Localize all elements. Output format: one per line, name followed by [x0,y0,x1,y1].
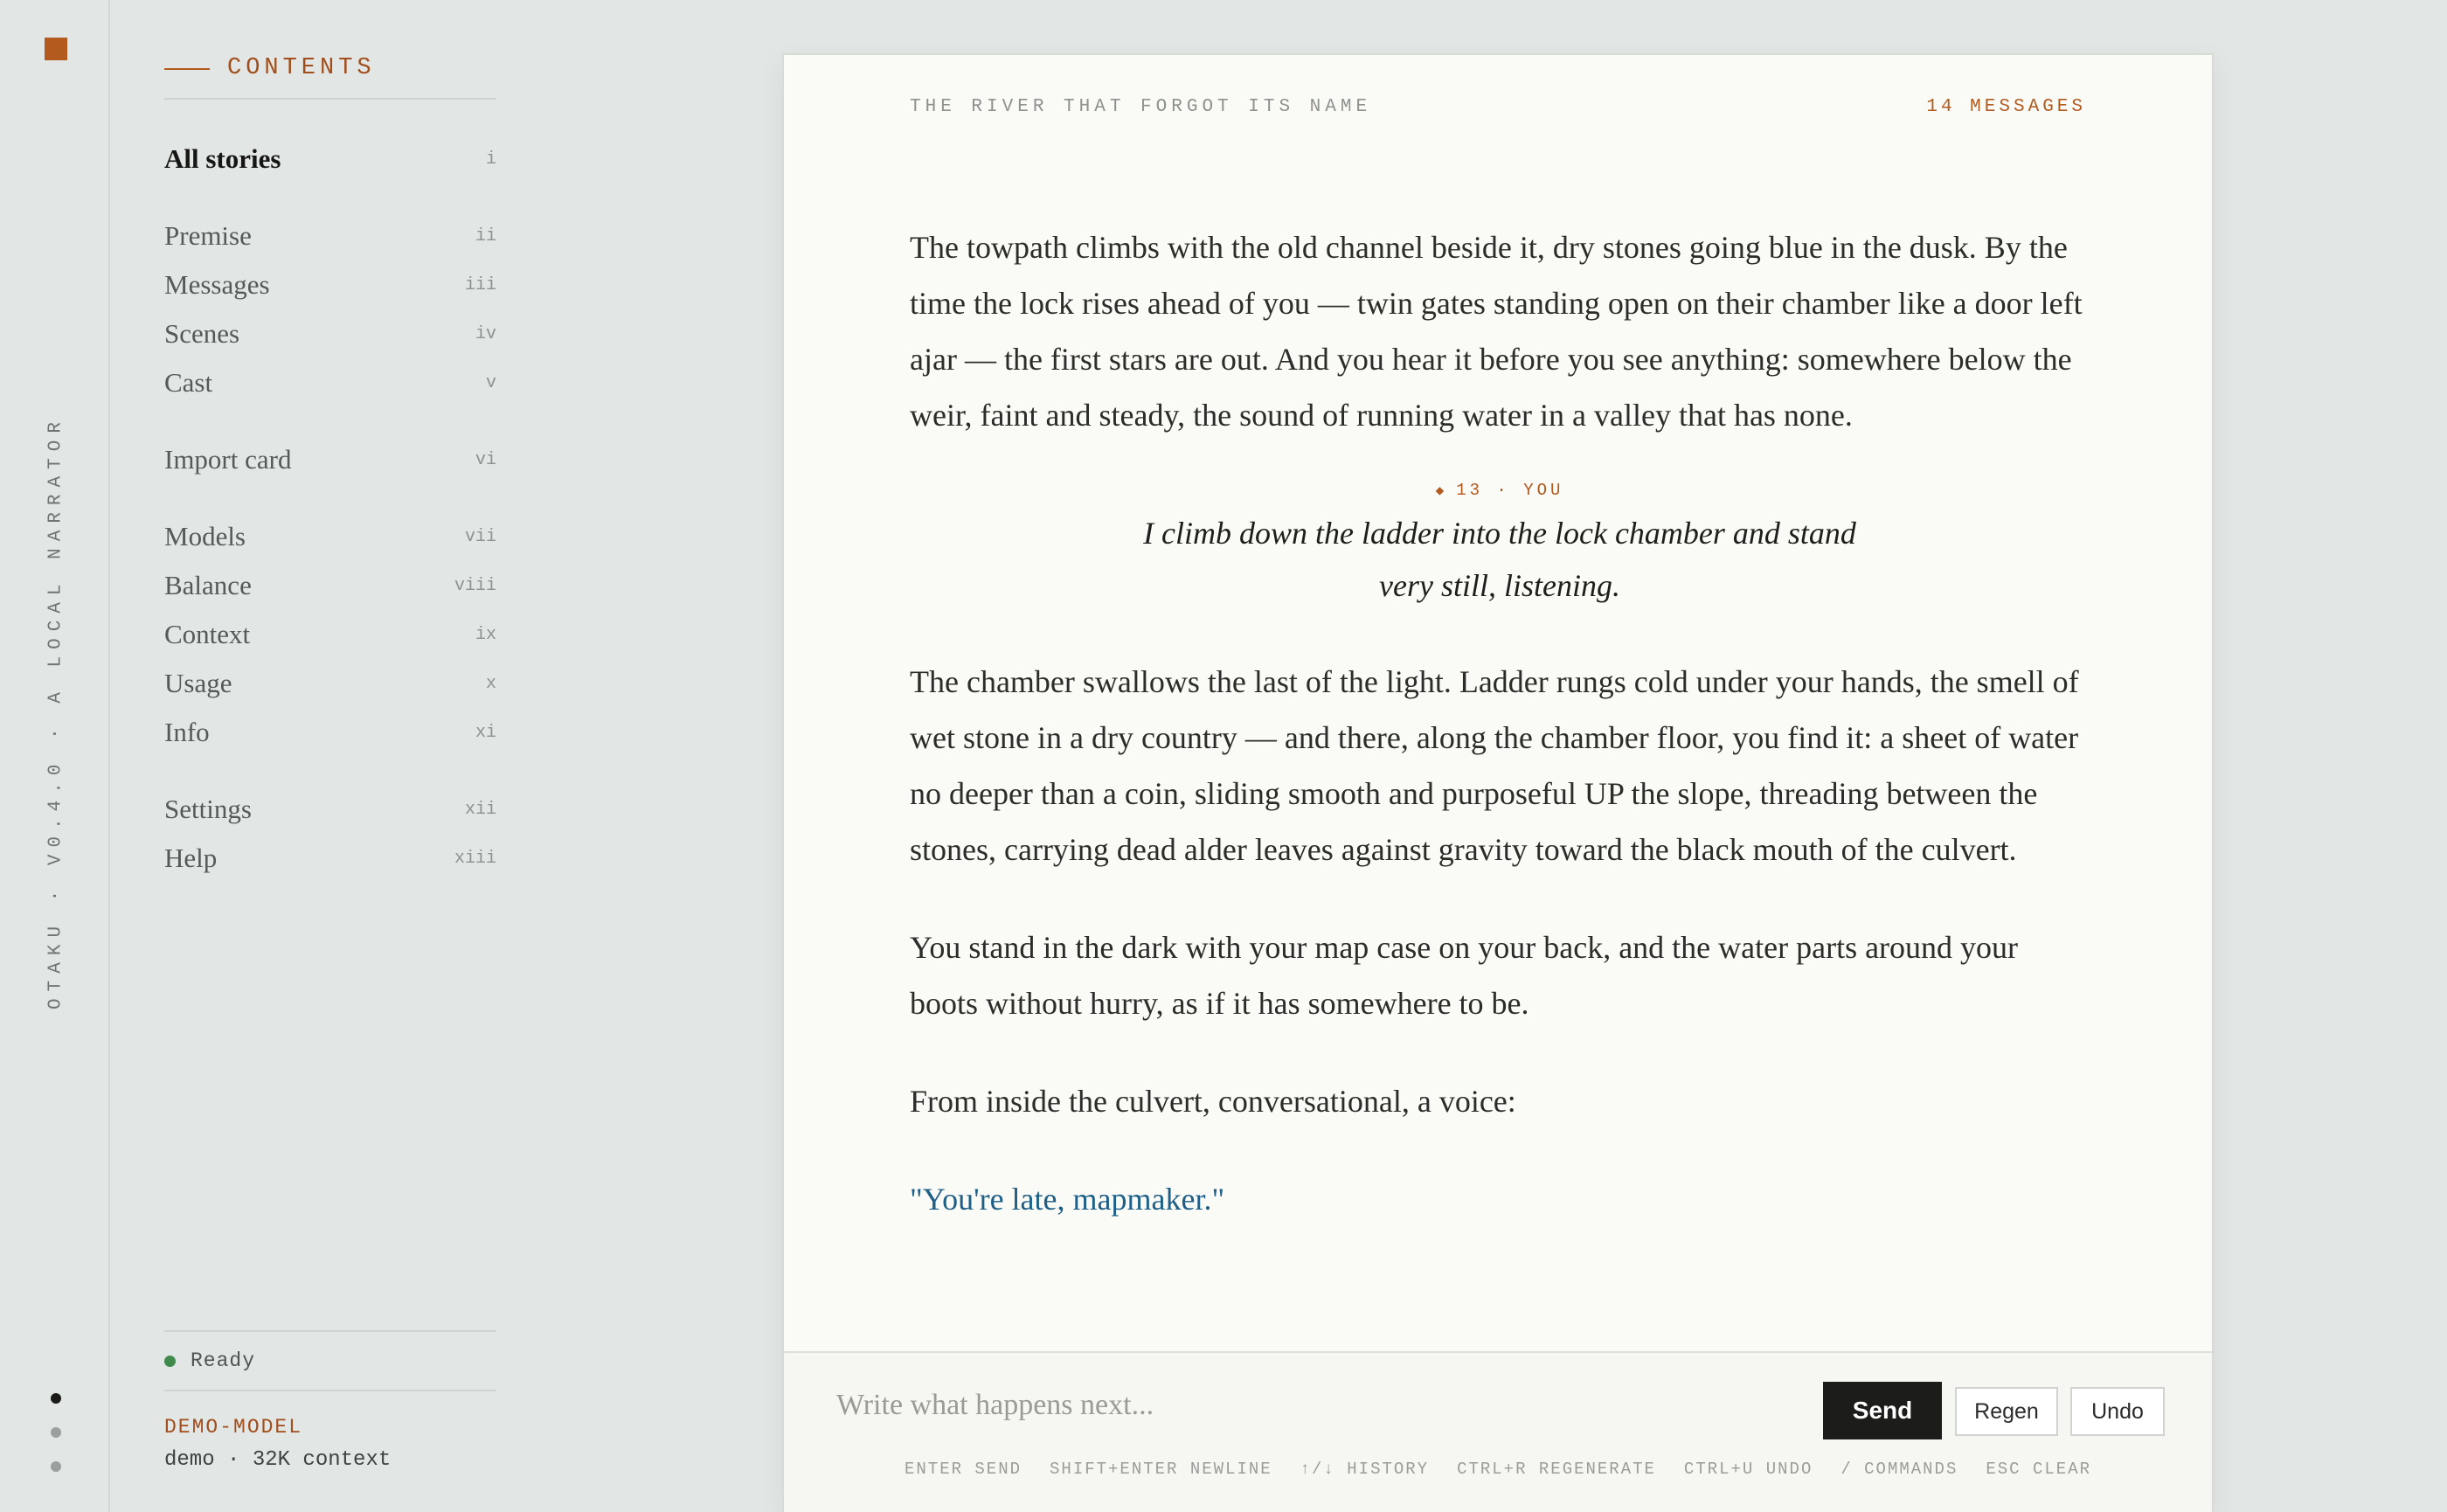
user-message [910,478,2090,612]
hint-commands: / COMMANDS [1840,1460,1958,1479]
sidebar-item-label: Balance [164,570,252,600]
sidebar-item-help[interactable] [164,837,496,879]
page-dot-3[interactable] [51,1461,61,1472]
page-dot-1[interactable] [51,1393,61,1404]
sidebar-item-label: All stories [164,143,281,174]
model-name[interactable]: DEMO-MODEL [164,1416,303,1439]
diamond-icon: ◆ [1435,483,1448,499]
sidebar-item-label: Premise [164,220,252,251]
user-message-label: 13 · YOU [1456,481,1564,500]
hint-esc-clear: ESC CLEAR [1986,1460,2091,1479]
narration-paragraph: The towpath climbs with the old channel beside it, dry stones going blue in the dusk. By the time the lock rises ahead of you — twin gates standing open on their chamber like a door left ajar — the first stars are out. And you hear it before you see anything: somewhere below the weir, faint and steady, the sound of running water in a valley that has none. [910,230,2083,433]
sidebar-item-number: vi [475,449,496,470]
sidebar-item-number: xii [464,799,496,820]
dialogue-line: "You're late, mapmaker." [910,1182,1225,1217]
narration-paragraph: The chamber swallows the last of the light. Ladder rungs cold under your hands, the smell of wet stone in a dry country — and there, along the chamber floor, you find it: a sheet of water no deeper than a coin, sliding smooth and purposeful UP the slope, threading between the stones, carrying dead alder leaves against gravity toward the black mouth of the culvert. [910,664,2079,867]
sidebar-item-premise[interactable] [164,215,496,257]
sidebar [164,0,496,1512]
sidebar-item-context[interactable] [164,614,496,655]
sidebar-item-cast[interactable] [164,362,496,404]
compose-input[interactable] [836,1379,1710,1432]
narration-paragraph: From inside the culvert, conversational, a voice: [910,1084,1516,1119]
sidebar-item-label: Cast [164,367,213,398]
sidebar-item-settings[interactable] [164,788,496,830]
sidebar-item-number: xiii [454,848,496,869]
app-version-label: OTAKU · V0.4.0 · A LOCAL NARRATOR [45,415,66,1009]
sidebar-item-label: Settings [164,794,252,824]
sidebar-item-number: vii [464,526,496,547]
sidebar-item-balance[interactable] [164,565,496,607]
sidebar-item-import-card[interactable] [164,439,496,481]
hint-history: ↑/↓ HISTORY [1300,1460,1430,1479]
sidebar-item-number: iv [475,323,496,344]
sidebar-item-messages[interactable] [164,264,496,306]
sidebar-item-label: Info [164,717,210,747]
model-meta: demo · 32K context [164,1448,392,1472]
sidebar-item-number: ix [475,624,496,645]
status-row [164,1330,496,1391]
status-dot-icon [164,1356,176,1367]
story-title: THE RIVER THAT FORGOT ITS NAME [910,96,1372,117]
sidebar-item-label: Messages [164,269,270,300]
sidebar-item-number: x [485,673,496,694]
sidebar-item-label: Help [164,843,218,873]
sidebar-item-label: Import card [164,444,292,475]
sidebar-item-all-stories[interactable] [164,138,496,180]
user-message-text: I climb down the ladder into the lock chamber and stand very still, listening. [1143,516,1856,603]
sidebar-item-label: Usage [164,668,232,698]
hint-regenerate: CTRL+R REGENERATE [1457,1460,1656,1479]
composer [784,1351,2212,1512]
story-header [910,94,2086,120]
sidebar-item-number: viii [454,575,496,596]
sidebar-item-number: i [485,149,496,170]
regen-button[interactable]: Regen [1955,1387,2058,1436]
contents-header [164,54,496,100]
message-count: 14 MESSAGES [1926,96,2086,117]
undo-button[interactable]: Undo [2070,1387,2165,1436]
keyboard-hints [784,1460,2212,1479]
story-card [782,53,2214,1512]
user-message-tag [910,478,2090,503]
sidebar-item-label: Models [164,521,246,551]
sidebar-item-number: iii [464,274,496,295]
hint-shift-enter: SHIFT+ENTER NEWLINE [1050,1460,1272,1479]
narration-paragraph: You stand in the dark with your map case on your back, and the water parts around your boots without hurry, as if it has somewhere to be. [910,930,2019,1021]
left-rail [0,0,110,1512]
page-dot-2[interactable] [51,1427,61,1438]
sidebar-item-label: Scenes [164,318,240,349]
sidebar-item-info[interactable] [164,711,496,753]
sidebar-item-usage[interactable] [164,662,496,704]
sidebar-item-number: ii [475,225,496,246]
status-text: Ready [191,1349,256,1372]
sidebar-item-number: xi [475,722,496,743]
sidebar-item-scenes[interactable] [164,313,496,355]
contents-rule [164,68,210,70]
sidebar-item-number: v [485,372,496,393]
send-button[interactable]: Send [1823,1382,1942,1439]
app-logo-icon[interactable] [45,38,67,60]
hint-enter-send: ENTER SEND [904,1460,1022,1479]
sidebar-item-label: Context [164,619,251,649]
story-transcript [910,219,2090,1227]
contents-title: CONTENTS [227,55,376,81]
sidebar-item-models[interactable] [164,516,496,558]
hint-undo: CTRL+U UNDO [1683,1460,1813,1479]
